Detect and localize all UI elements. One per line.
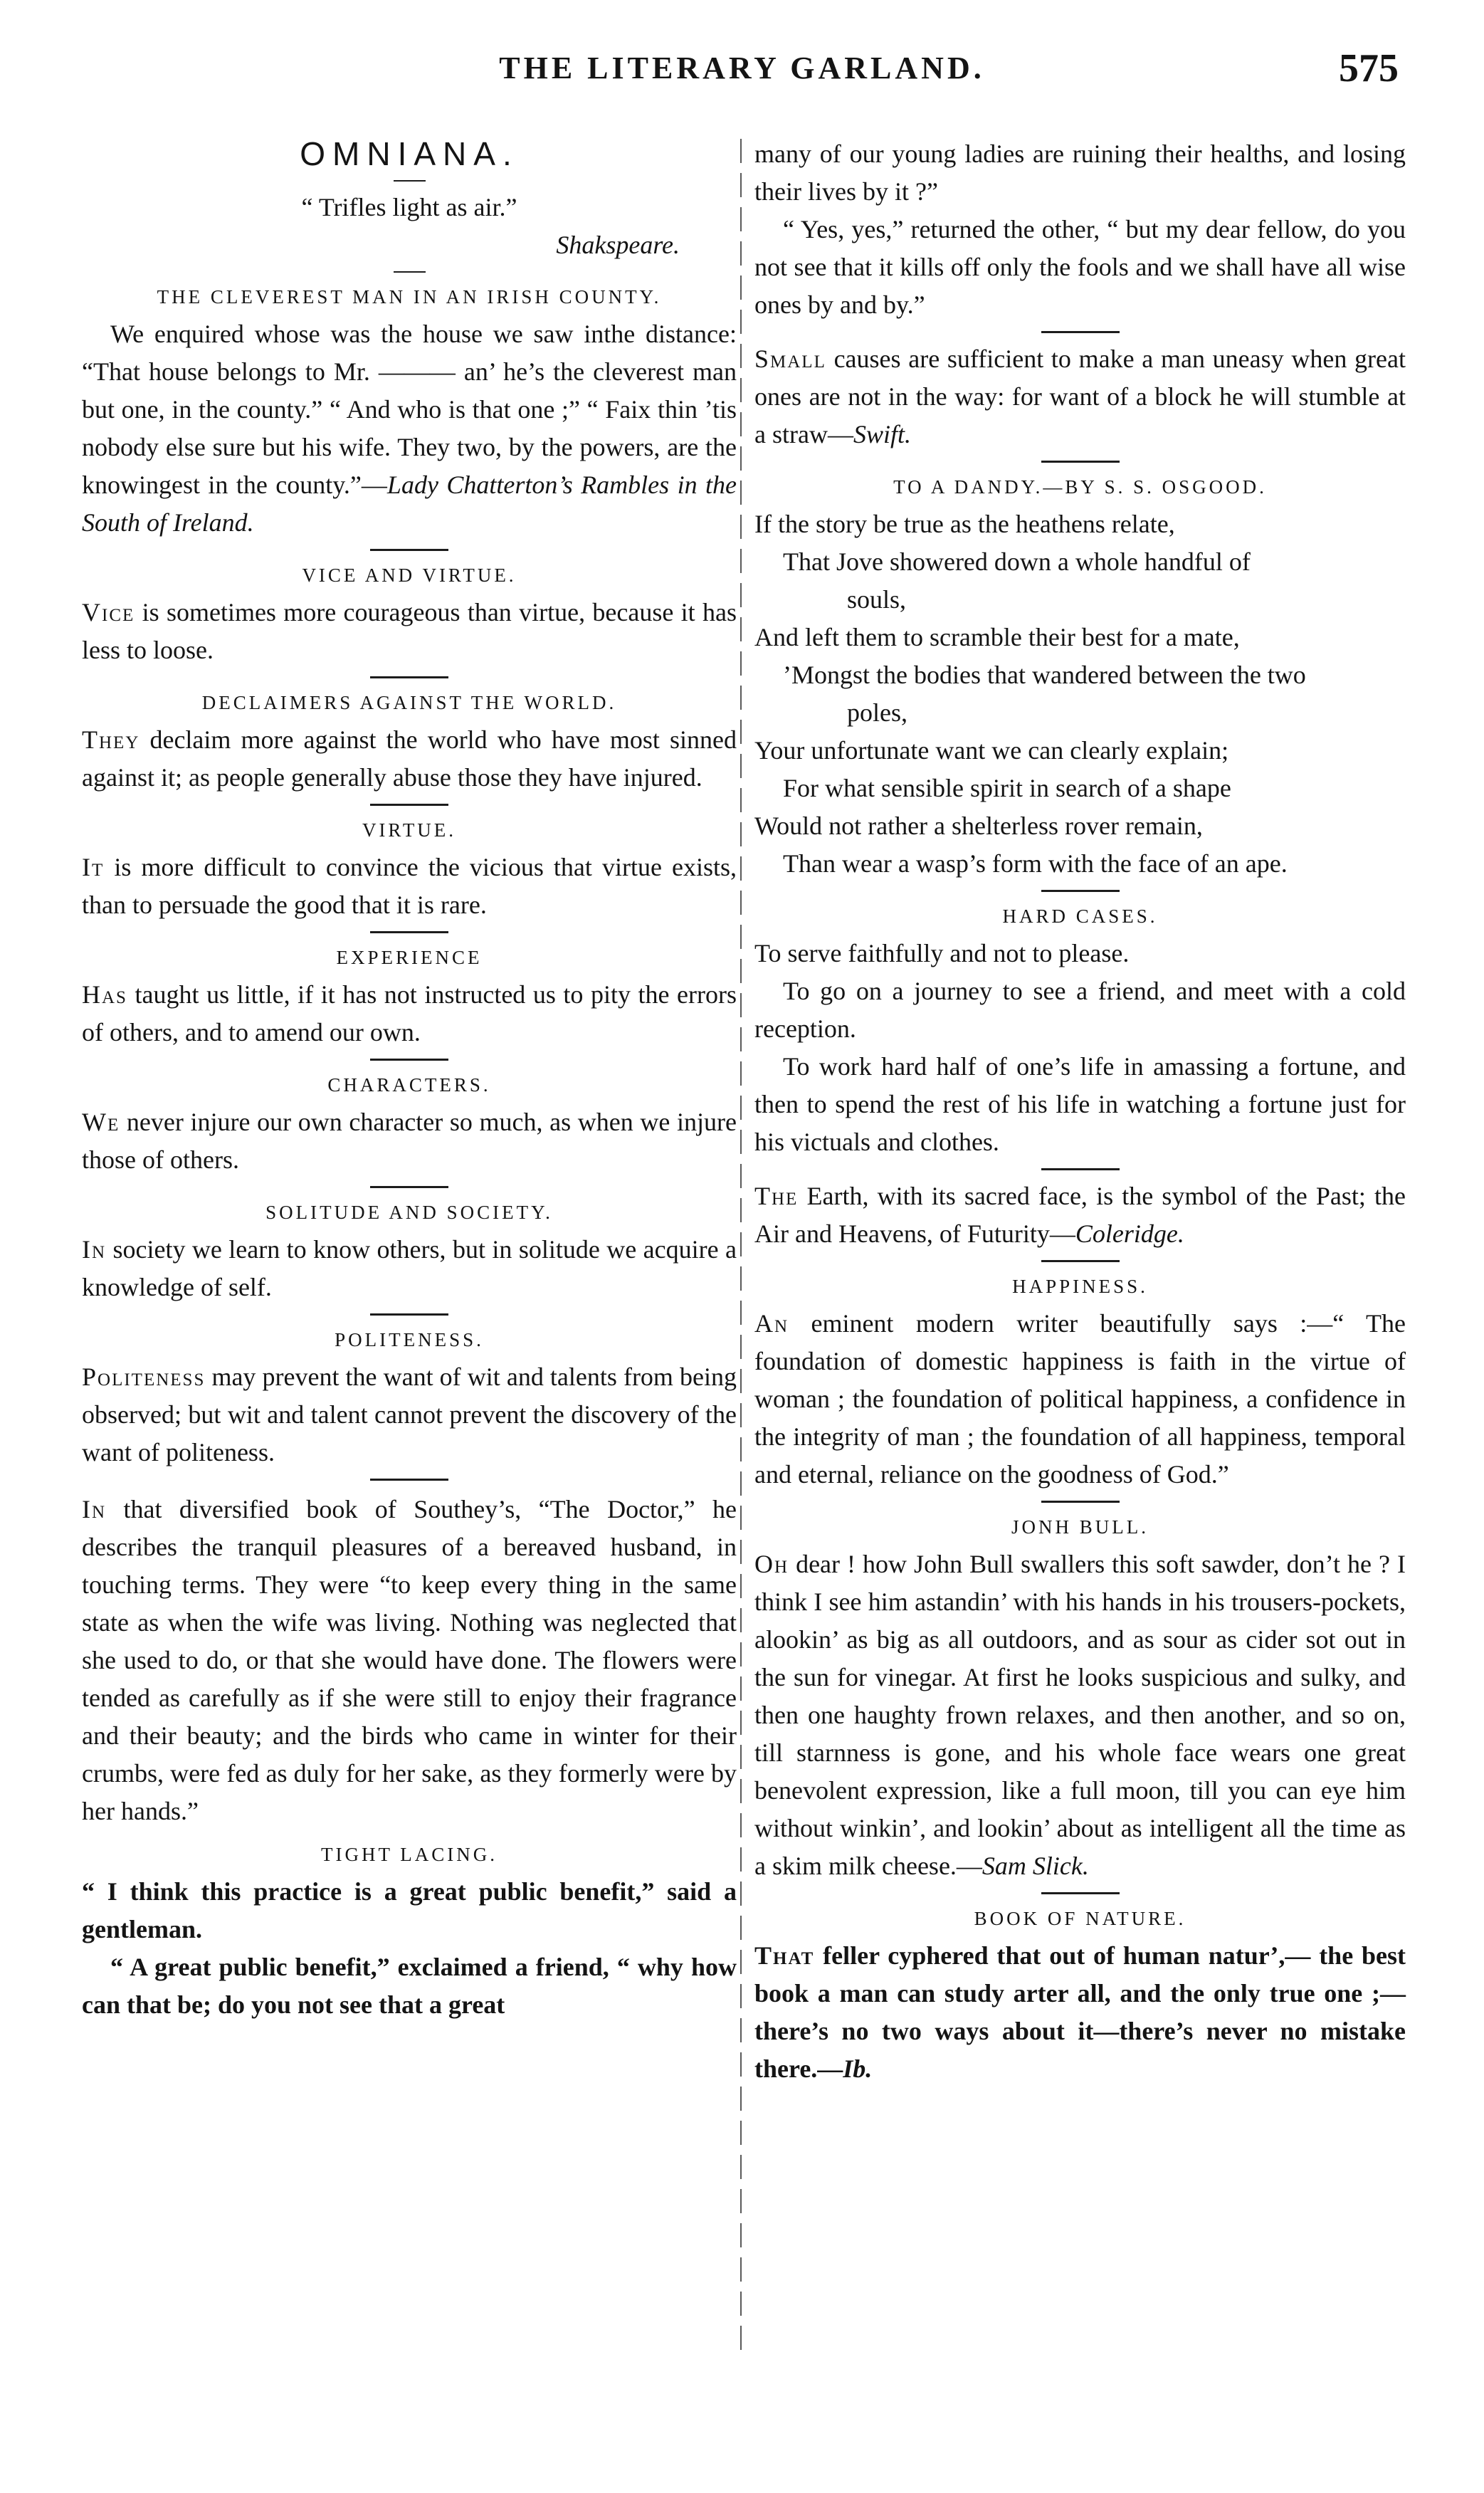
divider-rule — [1041, 1501, 1120, 1503]
divider-rule — [1041, 331, 1120, 333]
paragraph: many of our young ladies are ruining their healths, and losing their lives by it ?” — [754, 140, 1406, 206]
epigraph-author: Shakspeare. — [556, 231, 680, 259]
paragraph — [82, 976, 737, 1051]
paragraph — [82, 1491, 737, 1830]
paragraph-text: enquired whose was the house we saw inthe distance: “That house belongs to Mr. ——— an’ he’s the cleverest man but one, in the county.” “ And who is that one ;” “ Faix thin ’tis nobody else sure but his wife. They two, by the powers, are the knowingest in the county.”— — [82, 320, 737, 499]
paragraph — [82, 721, 737, 797]
paragraph-text: eminent modern writer beautifully says :—“ The foundation of domestic happiness is faith in the virtue of woman ; the foundation of political happiness, a confidence in the integrity of man ; the foundation of all happiness, temporal and eternal, reliance on the goodness of God.” — [754, 1309, 1406, 1489]
lead-word: An — [754, 1309, 789, 1338]
divider-rule — [370, 1313, 448, 1316]
paragraph-text: is sometimes more courageous than virtue, because it has less to loose. — [82, 598, 737, 664]
left-column — [82, 135, 737, 2024]
divider-rule — [394, 271, 426, 273]
paragraph — [82, 315, 737, 542]
section-heading: POLITENESS. — [335, 1329, 484, 1350]
paragraph — [754, 1937, 1406, 2088]
section-heading: TO A DANDY.—BY S. S. OSGOOD. — [893, 476, 1267, 498]
lead-word: Has — [82, 980, 127, 1009]
paragraph — [82, 1103, 737, 1179]
paragraph-text: feller cyphered that out of human natur’,— the best book a man can study arter all, and the only true one ;—there’s no two ways about it—there’s never no mistake there.— — [754, 1941, 1406, 2083]
lead-word: We — [110, 320, 144, 348]
paragraph: “ I think this practice is a great public benefit,” said a gentleman. — [82, 1877, 737, 1943]
paragraph-text: dear ! how John Bull swallers this soft sawder, don’t he ? I think I see him astandin’ with his hands in his trousers-pockets, alookin’ as big as all outdoors, and as sour as cider sot out in the sun for vinegar. At first he looks suspicious and sulky, and then one haughty frown relaxes, and then another, and so on, till starnness is gone, and his whole face wears one great benevolent expression, like a full moon, till you can eye him without winkin’, and lookin’ about as intelligent all the time as a skim milk cheese.— — [754, 1550, 1406, 1880]
lead-word: That — [754, 1941, 815, 1970]
section-heading: HARD CASES. — [1002, 906, 1158, 927]
section-heading: DECLAIMERS AGAINST THE WORLD. — [201, 692, 617, 713]
paragraph-text: declaim more against the world who have most sinned against it; as people generally abuse those they have injured. — [82, 725, 737, 792]
divider-rule — [1041, 890, 1120, 892]
section-heading: CHARACTERS. — [327, 1074, 491, 1096]
paragraph-text: may prevent the want of wit and talents from being observed; but wit and talent cannot prevent the discovery of the want of politeness. — [82, 1363, 737, 1466]
section-heading: THE CLEVEREST MAN IN AN IRISH COUNTY. — [157, 286, 662, 308]
poem-line: If the story be true as the heathens relate, — [754, 510, 1175, 538]
paragraph — [754, 1545, 1406, 1885]
divider-rule — [1041, 1892, 1120, 1894]
epigraph: “ Trifles light as air.” — [301, 193, 517, 221]
poem-line: souls, — [847, 585, 907, 614]
page-number: 575 — [1339, 46, 1399, 90]
poem-line: Your unfortunate want we can clearly explain; — [754, 736, 1229, 765]
paragraph-text: that diversified book of Southey’s, “The Doctor,” he describes the tranquil pleasures of a bereaved husband, in touching terms. They were “to keep every thing in the same state as when the wife was living. Nothing was neglected that she used to do, or that she would have done. The flowers were tended as carefully as if she were still to enjoy their fragrance and their beauty; and the birds who came in winter for their crumbs, were fed as duly for her sake, as they formerly were by her hands.” — [82, 1495, 737, 1825]
section-heading: HAPPINESS. — [1012, 1276, 1148, 1297]
divider-rule — [370, 931, 448, 933]
paragraph-text: taught us little, if it has not instructed us to pity the errors of others, and to amend our own. — [82, 980, 737, 1046]
divider-rule — [370, 549, 448, 551]
paragraph — [754, 340, 1406, 453]
divider-rule — [370, 676, 448, 678]
paragraph — [82, 1231, 737, 1306]
divider-rule — [1041, 1168, 1120, 1170]
paragraph — [82, 849, 737, 924]
lead-word: We — [82, 1108, 120, 1136]
omniana-title: OMNIANA. — [300, 135, 519, 172]
divider-rule — [370, 1479, 448, 1481]
poem-line: That Jove showered down a whole handful of — [783, 547, 1251, 576]
divider-rule — [370, 804, 448, 806]
running-head — [78, 46, 1406, 107]
lead-word: They — [82, 725, 140, 754]
divider-rule — [1041, 461, 1120, 463]
lead-word: Small — [754, 345, 826, 373]
paragraph — [82, 594, 737, 669]
paragraph — [754, 1177, 1406, 1253]
section-heading: BOOK OF NATURE. — [974, 1908, 1186, 1929]
paragraph: “ A great public benefit,” exclaimed a friend, “ why how can that be; do you not see that a great — [82, 1953, 737, 2019]
source-citation: Ib. — [843, 2054, 873, 2083]
poem-line: Than wear a wasp’s form with the face of an ape. — [783, 849, 1288, 878]
right-column — [754, 135, 1406, 2088]
paragraph-text: causes are sufficient to make a man uneasy when great ones are not in the way: for want of a block he will stumble at a straw— — [754, 345, 1406, 448]
source-citation: Swift. — [853, 420, 911, 448]
journal-title: THE LITERARY GARLAND. — [499, 51, 985, 85]
lead-word: Politeness — [82, 1363, 206, 1391]
paragraph: To serve faithfully and not to please. — [754, 939, 1130, 967]
paragraph-text: Earth, with its sacred face, is the symbol of the Past; the Air and Heavens, of Futurity— — [754, 1182, 1406, 1248]
column-divider — [740, 139, 742, 2353]
poem-line: For what sensible spirit in search of a shape — [783, 774, 1231, 802]
section-heading: TIGHT LACING. — [321, 1844, 498, 1865]
lead-word: In — [82, 1495, 107, 1523]
paragraph — [82, 1358, 737, 1471]
paragraph — [754, 1305, 1406, 1494]
section-heading: SOLITUDE AND SOCIETY. — [265, 1202, 553, 1223]
poem-line: poles, — [847, 698, 907, 727]
lead-word: In — [82, 1235, 107, 1264]
section-heading: EXPERIENCE — [336, 947, 483, 968]
section-heading: JONH BULL. — [1011, 1516, 1149, 1538]
divider-rule — [370, 1186, 448, 1188]
source-citation: Sam Slick. — [982, 1852, 1089, 1880]
paragraph: To work hard half of one’s life in amassing a fortune, and then to spend the rest of his life in watching a fortune just for his victuals and clothes. — [754, 1052, 1406, 1156]
section-heading: VIRTUE. — [362, 819, 457, 841]
source-citation: Lady Chatterton’s Rambles in the South of Ireland. — [82, 471, 737, 537]
section-heading: VICE AND VIRTUE. — [302, 565, 517, 586]
poem-line: ’Mongst the bodies that wandered between the two — [783, 661, 1306, 689]
source-citation: Coleridge. — [1075, 1219, 1184, 1248]
poem-line: And left them to scramble their best for a mate, — [754, 623, 1240, 651]
divider-rule — [370, 1059, 448, 1061]
lead-word: Vice — [82, 598, 135, 626]
paragraph-text: society we learn to know others, but in solitude we acquire a knowledge of self. — [82, 1235, 737, 1301]
poem-line: Would not rather a shelterless rover remain, — [754, 812, 1203, 840]
paragraph: “ Yes, yes,” returned the other, “ but my dear fellow, do you not see that it kills off only the fools and we shall have all wise ones by and by.” — [754, 215, 1406, 319]
divider-rule — [1041, 1260, 1120, 1262]
paragraph: To go on a journey to see a friend, and meet with a cold reception. — [754, 977, 1406, 1043]
divider-rule — [394, 180, 426, 182]
paragraph-text: is more difficult to convince the vicious that virtue exists, than to persuade the good that it is rare. — [82, 853, 737, 919]
lead-word: The — [754, 1182, 799, 1210]
lead-word: Oh — [754, 1550, 789, 1578]
paragraph-text: never injure our own character so much, as when we injure those of others. — [82, 1108, 737, 1174]
poem — [754, 505, 1406, 883]
lead-word: It — [82, 853, 105, 881]
